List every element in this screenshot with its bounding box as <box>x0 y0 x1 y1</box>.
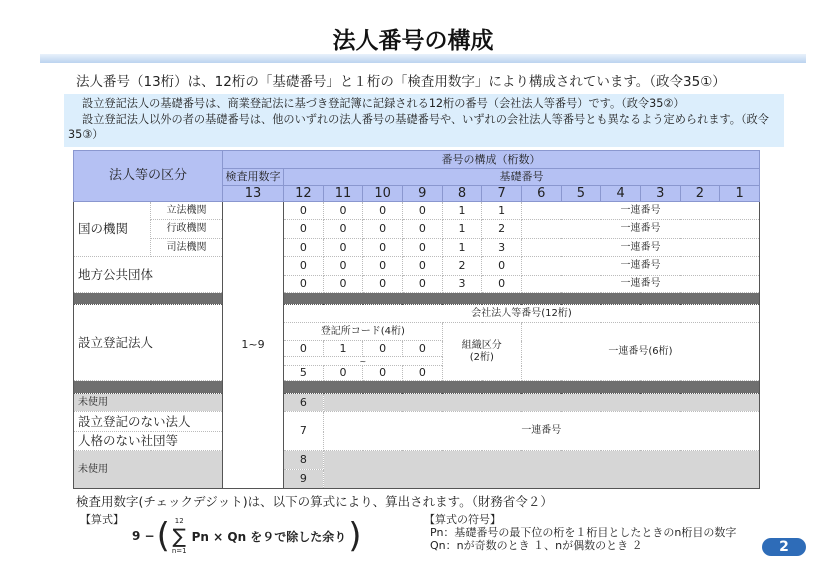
unused-fill <box>323 451 759 489</box>
position: 8 <box>442 186 482 202</box>
position: 9 <box>402 186 442 202</box>
number-structure-table <box>73 150 760 489</box>
sum-lower: n=1 <box>171 547 187 555</box>
lead-text: 法人番号（13桁）は、12桁の「基礎番号」と１桁の「検査用数字」により構成されています。（政令35①） <box>76 74 726 90</box>
table-row <box>74 412 760 432</box>
position: 12 <box>284 186 324 202</box>
table-row <box>74 394 760 412</box>
table-row <box>74 202 760 220</box>
row-label: 司法機関 <box>151 239 223 257</box>
formula-label: 【算式】 <box>80 513 124 526</box>
unused-label: 未使用 <box>74 451 223 489</box>
digit: 5 <box>284 366 324 381</box>
range-mark: ~ <box>284 357 443 366</box>
check-digit-range: 1~9 <box>223 202 284 489</box>
serial: 一連番号 <box>521 276 759 293</box>
serial: 一連番号 <box>521 220 759 239</box>
digit: 0 <box>402 239 442 257</box>
header-base-number: 基礎番号 <box>284 169 760 186</box>
digit: 0 <box>363 202 403 220</box>
header-composition: 番号の構成（桁数） <box>223 151 760 169</box>
open-paren: ( <box>156 516 170 556</box>
sum-upper: 12 <box>174 517 184 525</box>
close-paren: ) <box>348 516 362 556</box>
digit: 0 <box>402 257 442 276</box>
digit: 8 <box>284 451 324 470</box>
position: 4 <box>601 186 641 202</box>
position: 7 <box>482 186 522 202</box>
formula-body: Pn × Qn を９で除した余り <box>191 529 347 544</box>
digit: 1 <box>442 202 482 220</box>
position: 6 <box>521 186 561 202</box>
table-row <box>74 220 760 239</box>
org-type <box>442 323 521 381</box>
digit: 6 <box>284 394 324 412</box>
page-title: 法人番号の構成 <box>332 28 494 54</box>
digit: 0 <box>402 220 442 239</box>
position: 5 <box>561 186 601 202</box>
row-label: 立法機関 <box>151 202 223 220</box>
serial: 一連番号 <box>521 257 759 276</box>
separator-bar <box>74 293 760 305</box>
association-label: 人格のない社団等 <box>74 432 223 451</box>
digit: 3 <box>482 239 522 257</box>
digit: 0 <box>402 202 442 220</box>
position: 11 <box>323 186 363 202</box>
position: 2 <box>680 186 720 202</box>
serial-6: 一連番号(6桁) <box>521 323 759 381</box>
digit: 0 <box>363 366 403 381</box>
digit: 0 <box>284 257 324 276</box>
digit: 2 <box>482 220 522 239</box>
symbol-qn: Qn：nが奇数のとき １、nが偶数のとき ２ <box>430 539 643 552</box>
digit: 0 <box>482 257 522 276</box>
digit: 0 <box>363 220 403 239</box>
digit: 0 <box>284 239 324 257</box>
digit: 0 <box>482 276 522 293</box>
company-number-label: 会社法人等番号(12桁) <box>284 305 760 323</box>
digit: 0 <box>363 239 403 257</box>
position: 3 <box>640 186 680 202</box>
header-category: 法人等の区分 <box>74 151 223 202</box>
digit: 0 <box>284 220 324 239</box>
position: 13 <box>223 186 284 202</box>
digit: 7 <box>284 412 324 451</box>
position: 1 <box>720 186 760 202</box>
digit: 1 <box>482 202 522 220</box>
org-type-label: 組織区分 <box>461 339 502 351</box>
formula <box>132 514 364 558</box>
row-label: 行政機関 <box>151 220 223 239</box>
symbols-label: 【算式の符号】 <box>424 513 501 526</box>
digit: 0 <box>323 257 363 276</box>
digit: 0 <box>363 276 403 293</box>
digit: 0 <box>363 257 403 276</box>
check-digit-explanation: 検査用数字(チェックデジット)は、以下の算式により、算出されます。（財務省令２） <box>76 494 553 509</box>
table-row <box>74 305 760 323</box>
note-2: 設立登記法人以外の者の基礎番号は、他のいずれの法人番号の基礎番号や、いずれの会社法人等番号とも異なるよう定められます。（政令35③） <box>68 112 769 141</box>
formula-lead: 9 − <box>132 529 155 543</box>
unused-label: 未使用 <box>74 394 223 412</box>
digit: 0 <box>323 202 363 220</box>
sigma-icon: ∑ <box>172 524 186 548</box>
digit: 1 <box>442 239 482 257</box>
digit: 2 <box>442 257 482 276</box>
unused-fill <box>323 394 759 412</box>
digit: 0 <box>323 220 363 239</box>
digit: 0 <box>284 341 324 357</box>
notes-box <box>64 94 784 147</box>
digit: 3 <box>442 276 482 293</box>
symbol-pn: Pn：基礎番号の最下位の桁を１桁目としたときのn桁目の数字 <box>430 526 737 539</box>
digit: 9 <box>284 470 324 489</box>
org-type-digits: (2桁) <box>469 351 494 363</box>
sigma <box>172 517 187 555</box>
digit: 0 <box>323 276 363 293</box>
header-check-digit: 検査用数字 <box>223 169 284 186</box>
digit: 0 <box>323 239 363 257</box>
digit: 0 <box>284 276 324 293</box>
digit: 0 <box>323 366 363 381</box>
serial: 一連番号 <box>521 239 759 257</box>
table-row <box>74 257 760 276</box>
table-row <box>74 239 760 257</box>
digit: 0 <box>363 341 403 357</box>
formula-symbols <box>424 513 736 552</box>
position: 10 <box>363 186 403 202</box>
digit: 0 <box>402 341 442 357</box>
title-underline-band <box>40 54 806 63</box>
serial: 一連番号 <box>323 412 759 451</box>
table-row <box>74 451 760 470</box>
digit: 1 <box>323 341 363 357</box>
page-number-badge: 2 <box>762 538 806 556</box>
digit: 0 <box>402 276 442 293</box>
separator-bar <box>74 381 760 394</box>
digit: 1 <box>442 220 482 239</box>
unregistered-label: 設立登記のない法人 <box>74 412 223 432</box>
registered-label: 設立登記法人 <box>74 305 223 381</box>
local-label: 地方公共団体 <box>74 257 223 293</box>
registry-code-label: 登記所コード(4桁) <box>284 323 443 341</box>
digit: 0 <box>284 202 324 220</box>
digit: 0 <box>402 366 442 381</box>
serial: 一連番号 <box>521 202 759 220</box>
national-label: 国の機関 <box>74 202 151 257</box>
note-1: 設立登記法人の基礎番号は、商業登記法に基づき登記簿に記録される12桁の番号（会社法人等番号）です。（政令35②） <box>82 97 685 110</box>
